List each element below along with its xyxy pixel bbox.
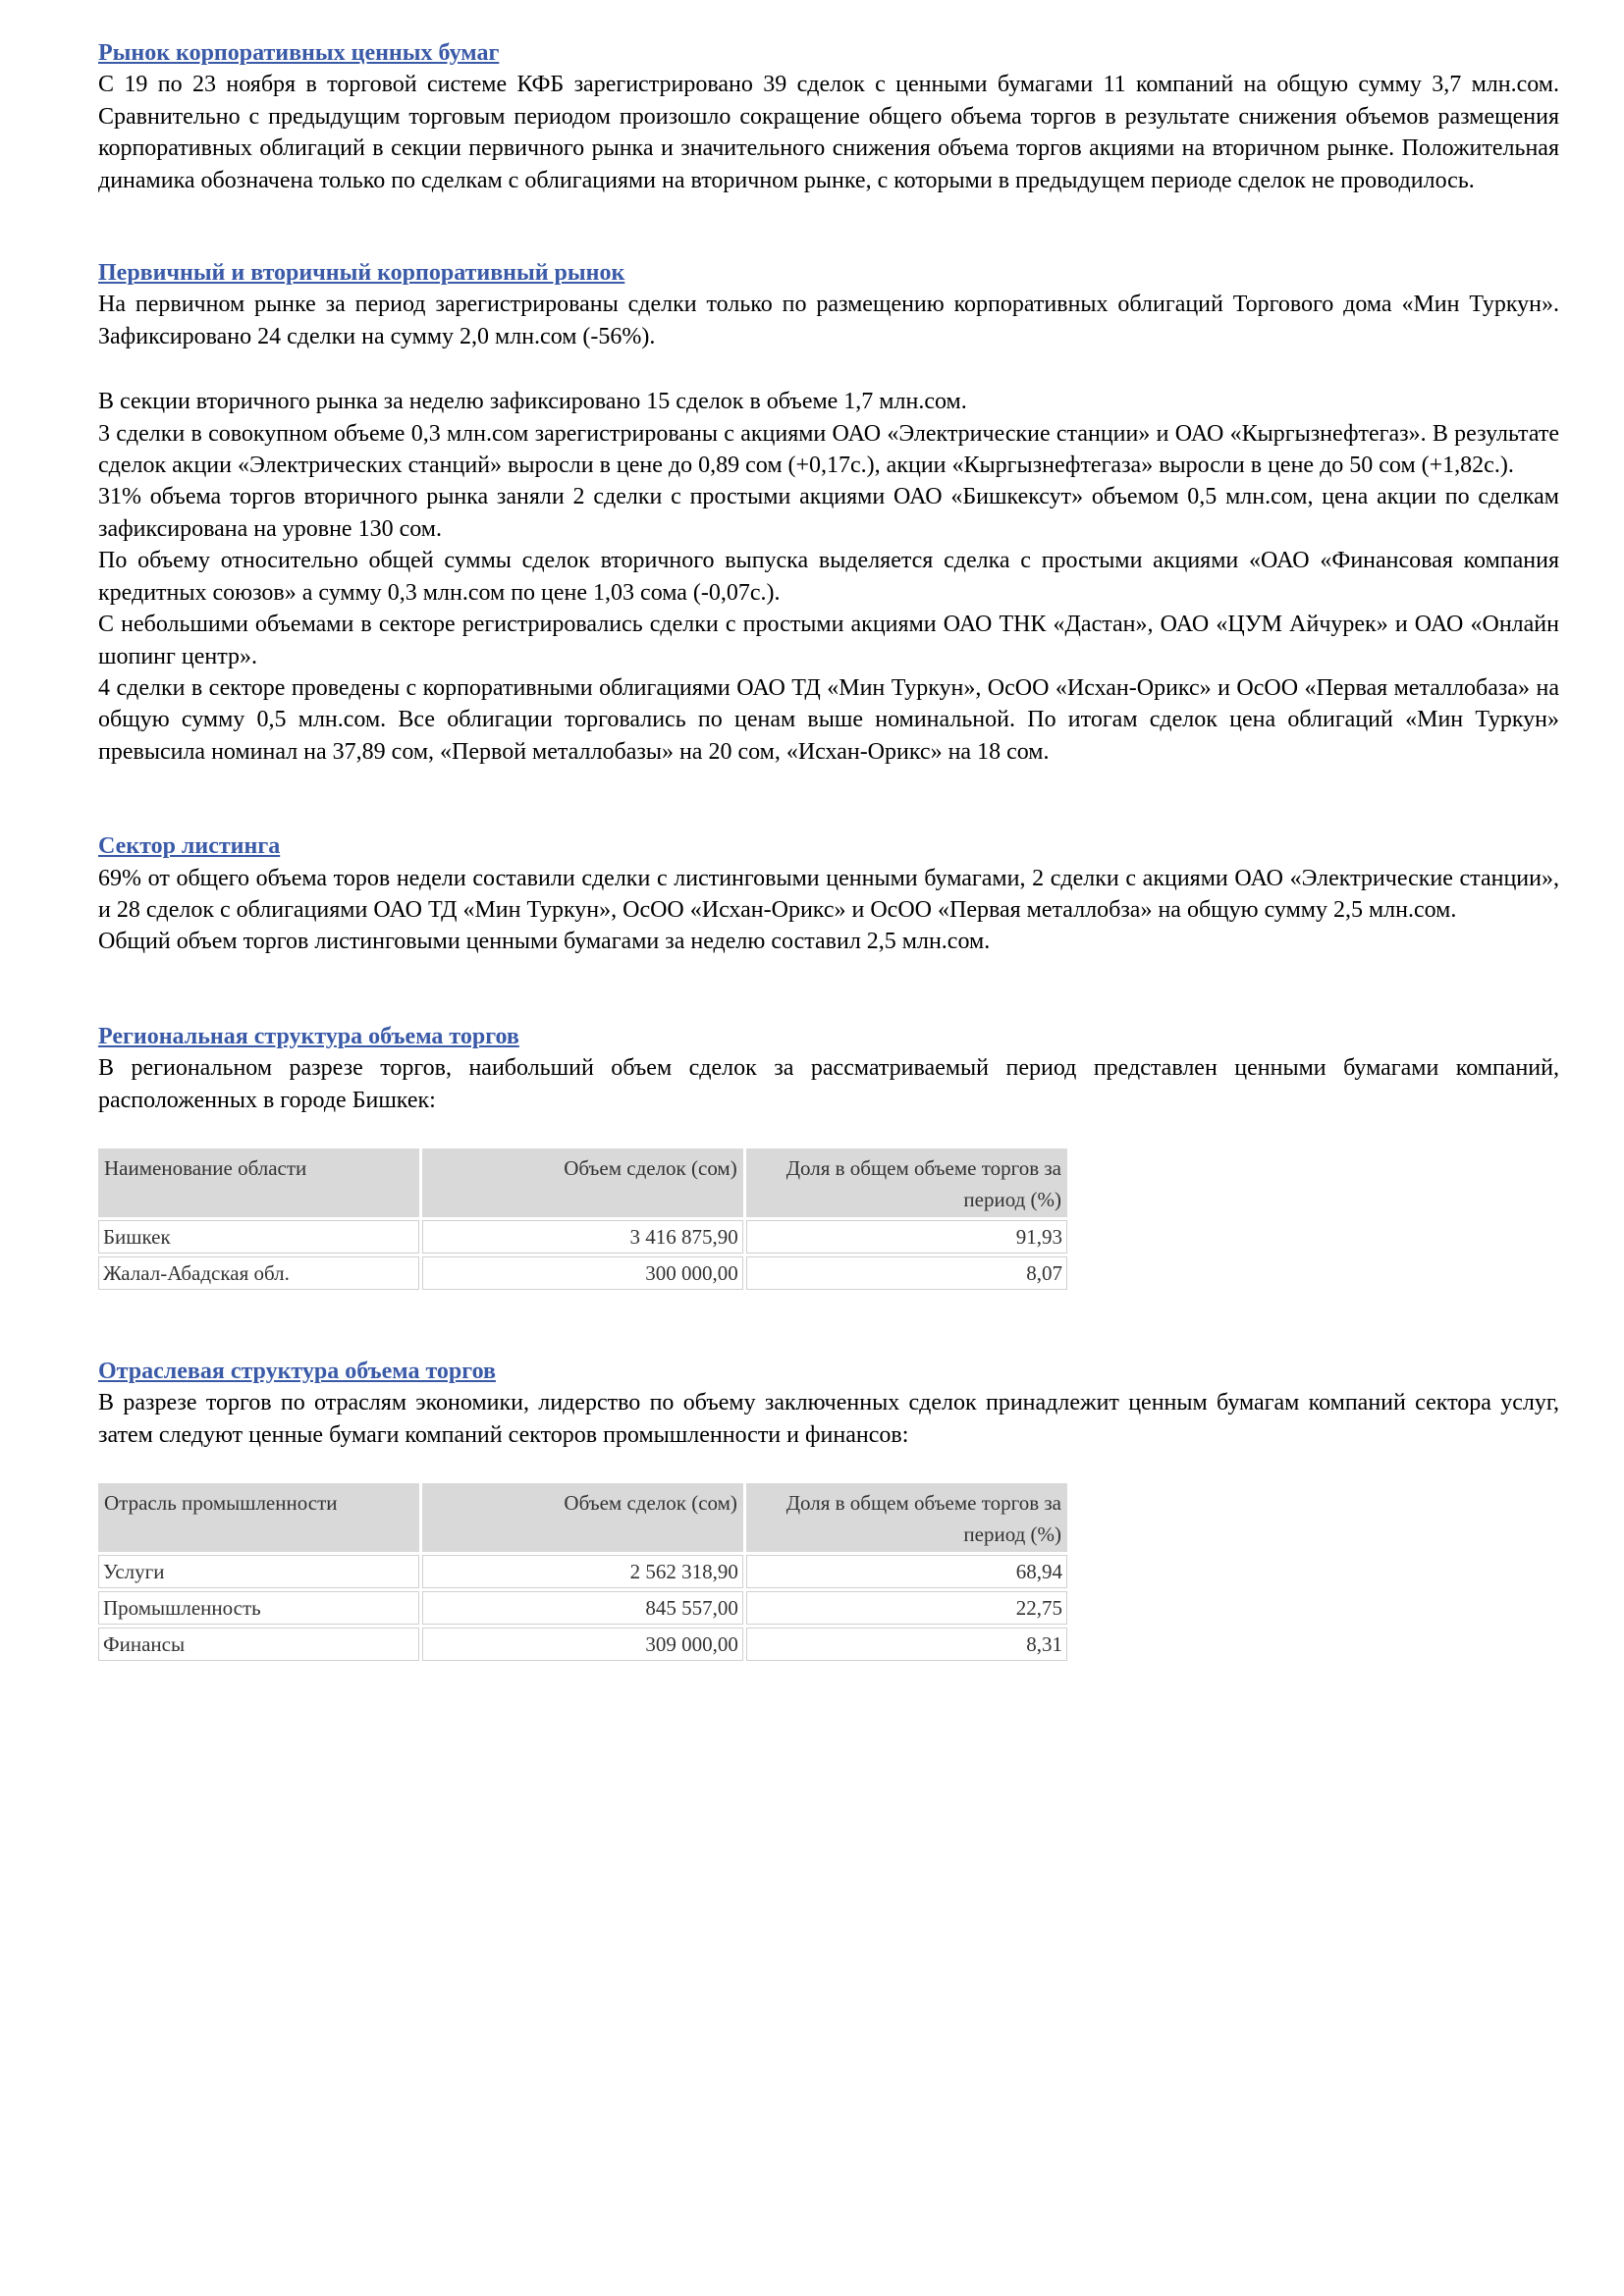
table-header-row [98, 1148, 1067, 1217]
table-row [98, 1628, 1067, 1661]
section-corporate-market [98, 37, 1559, 196]
table-cell: 22,75 [746, 1591, 1067, 1625]
column-header: Доля в общем объеме торгов за период (%) [746, 1148, 1067, 1217]
column-header: Доля в общем объеме торгов за период (%) [746, 1483, 1067, 1552]
section-listing [98, 830, 1559, 958]
section-title: Первичный и вторичный корпоративный рынок [98, 260, 625, 287]
table-cell: 300 000,00 [422, 1256, 743, 1290]
paragraph: 31% объема торгов вторичного рынка заняли 2 сделки с простыми акциями ОАО «Бишкексут» объемом 0,5 млн.сом, цена акции по сделкам зафиксирована на уровне 130 сом. [98, 484, 1559, 542]
column-header: Отрасль промышленности [98, 1483, 419, 1552]
table-row [98, 1256, 1067, 1290]
table-cell: 68,94 [746, 1555, 1067, 1588]
section-regional-structure [98, 1021, 1559, 1293]
document-page [98, 37, 1559, 1664]
table-cell: Финансы [98, 1628, 419, 1661]
table-cell: Услуги [98, 1555, 419, 1588]
column-header: Объем сделок (сом) [422, 1483, 743, 1552]
paragraph: 4 сделки в секторе проведены с корпоративными облигациями ОАО ТД «Мин Туркун», ОсОО «Исхан-Орикс» и ОсОО «Первая металлобаза» на общую сумму 0,5 млн.сом. Все облигации торговались по ценам выше номинальной. По итогам сделок цена облигаций «Мин Туркун» превысила номинал на 37,89 сом, «Первой металлобазы» на 20 сом, «Исхан-Орикс» на 18 сом. [98, 674, 1559, 765]
paragraph: В региональном разрезе торгов, наибольший объем сделок за рассматриваемый период представлен ценными бумагами компаний, расположенных в городе Бишкек: [98, 1055, 1559, 1113]
section-primary-secondary-market [98, 257, 1559, 768]
paragraph: По объему относительно общей суммы сделок вторичного выпуска выделяется сделка с простыми акциями «ОАО «Финансовая компания кредитных союзов» а сумму 0,3 млн.сом по цене 1,03 сома (-0,07с.). [98, 548, 1559, 606]
table-row [98, 1220, 1067, 1254]
paragraph: В секции вторичного рынка за неделю зафиксировано 15 сделок в объеме 1,7 млн.сом. [98, 389, 967, 415]
column-header: Наименование области [98, 1148, 419, 1217]
paragraph: На первичном рынке за период зарегистрированы сделки только по размещению корпоративных облигаций Торгового дома «Мин Туркун». Зафиксировано 24 сделки на сумму 2,0 млн.сом (-56%). [98, 292, 1559, 349]
section-title: Региональная структура объема торгов [98, 1023, 519, 1049]
table-cell: 8,31 [746, 1628, 1067, 1661]
section-title: Рынок корпоративных ценных бумаг [98, 40, 500, 66]
section-title: Сектор листинга [98, 833, 281, 860]
table-cell: 91,93 [746, 1220, 1067, 1254]
paragraph: 69% от общего объема торов недели составили сделки с листинговыми ценными бумагами, 2 сделки с акциями ОАО «Электрические станции», и 28 сделок с облигациями ОАО ТД «Мин Туркун», ОсОО «Исхан-Орикс» и ОсОО «Первая металлобза» на общую сумму 2,5 млн.сом. [98, 865, 1559, 923]
sector-table [95, 1480, 1070, 1664]
table-row [98, 1591, 1067, 1625]
table-cell: 3 416 875,90 [422, 1220, 743, 1254]
table-cell: 309 000,00 [422, 1628, 743, 1661]
regional-table [95, 1146, 1070, 1293]
table-cell: 8,07 [746, 1256, 1067, 1290]
table-header-row [98, 1483, 1067, 1552]
table-cell: 2 562 318,90 [422, 1555, 743, 1588]
section-title: Отраслевая структура объема торгов [98, 1358, 496, 1384]
section-sector-structure [98, 1356, 1559, 1664]
paragraph: С небольшими объемами в секторе регистрировались сделки с простыми акциями ОАО ТНК «Дастан», ОАО «ЦУМ Айчурек» и ОАО «Онлайн шопинг центр». [98, 612, 1559, 669]
paragraph: 3 сделки в совокупном объеме 0,3 млн.сом зарегистрированы с акциями ОАО «Электрические станции» и ОАО «Кыргызнефтегаз». В результате сделок акции «Электрических станций» выросли в цене до 0,89 сом (+0,17с.), акции «Кыргызнефтегаза» выросли в цене до 50 сом (+1,82с.). [98, 420, 1559, 479]
paragraph: Общий объем торгов листинговыми ценными бумагами за неделю составил 2,5 млн.сом. [98, 929, 991, 955]
table-cell: Жалал-Абадская обл. [98, 1256, 419, 1290]
table-cell: 845 557,00 [422, 1591, 743, 1625]
column-header: Объем сделок (сом) [422, 1148, 743, 1217]
paragraph: С 19 по 23 ноября в торговой системе КФБ зарегистрировано 39 сделок с ценными бумагами 11 компаний на общую сумму 3,7 млн.сом. Сравнительно с предыдущим торговым периодом произошло сокращение общего объема торгов в результате снижения объемов размещения корпоративных облигаций в секции первичного рынка и значительного снижения объема торгов акциями на вторичном рынке. Положительная динамика обозначена только по сделкам с облигациями на вторичном рынке, с которыми в предыдущем периоде сделок не проводилось. [98, 72, 1559, 193]
paragraph: В разрезе торгов по отраслям экономики, лидерство по объему заключенных сделок принадлежит ценным бумагам компаний сектора услуг, затем следуют ценные бумаги компаний секторов промышленности и финансов: [98, 1390, 1559, 1448]
table-row [98, 1555, 1067, 1588]
table-cell: Бишкек [98, 1220, 419, 1254]
table-cell: Промышленность [98, 1591, 419, 1625]
